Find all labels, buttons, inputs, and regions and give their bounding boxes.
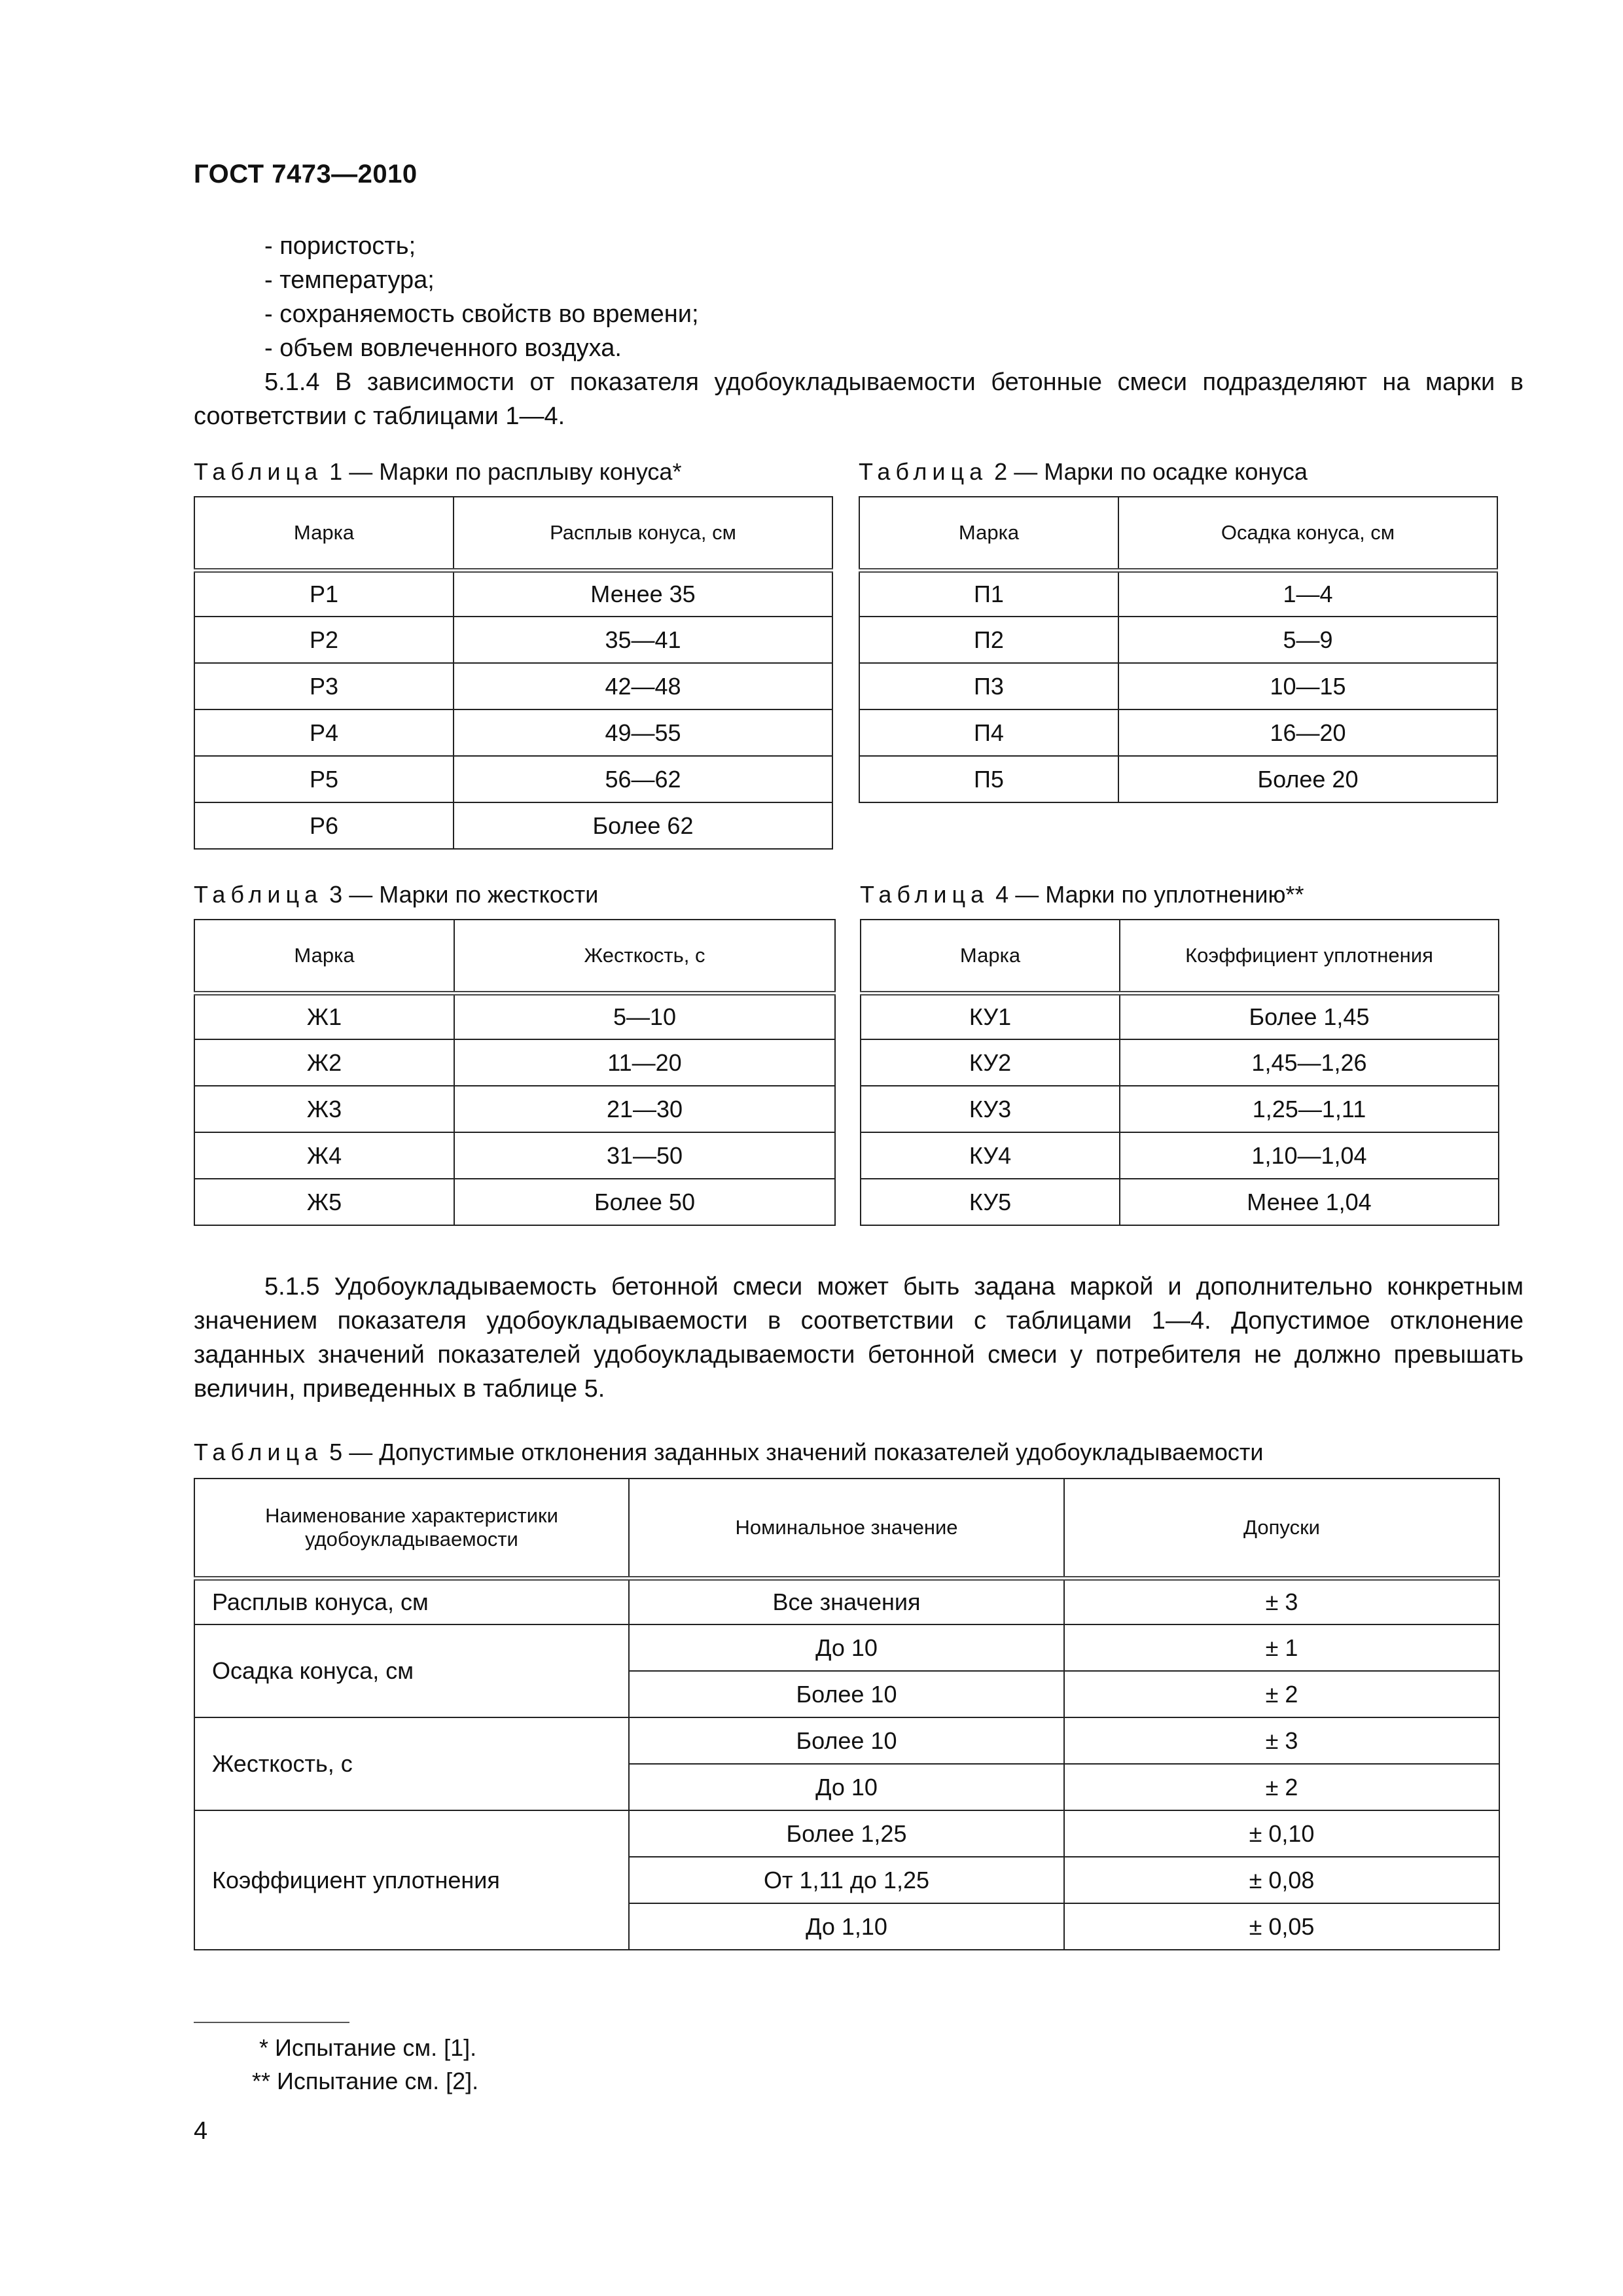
table-cell: 16—20 xyxy=(1118,709,1497,756)
table-cell: П3 xyxy=(859,663,1118,709)
table-cell: Р3 xyxy=(194,663,454,709)
table-row xyxy=(859,617,1497,663)
table-cell: П4 xyxy=(859,709,1118,756)
table4-caption xyxy=(860,881,1304,908)
nominal-value-cell: От 1,11 до 1,25 xyxy=(629,1857,1064,1903)
table1-caption xyxy=(194,458,681,486)
characteristic-cell: Расплыв конуса, см xyxy=(194,1578,629,1624)
table-cell: КУ5 xyxy=(861,1179,1120,1225)
table-row xyxy=(194,1039,835,1086)
table1-title: 1 — Марки по расплыву конуса* xyxy=(329,458,682,485)
list-item: - пористость; xyxy=(264,232,416,260)
table-cell: 31—50 xyxy=(454,1132,835,1179)
table-row xyxy=(194,1179,835,1225)
table-row xyxy=(861,1039,1499,1086)
column-header: Марка xyxy=(859,497,1118,570)
page-number: 4 xyxy=(194,2117,208,2145)
table-cell: Р6 xyxy=(194,802,454,849)
column-header: Расплыв конуса, см xyxy=(454,497,832,570)
tolerance-cell: ± 1 xyxy=(1064,1624,1499,1671)
table5 xyxy=(194,1478,1500,1950)
table-row xyxy=(194,709,832,756)
table-cell: 56—62 xyxy=(454,756,832,802)
table-cell: 1,45—1,26 xyxy=(1120,1039,1499,1086)
table-cell: Ж5 xyxy=(194,1179,454,1225)
column-header: Марка xyxy=(194,497,454,570)
table3-caption xyxy=(194,881,598,908)
footnote-divider xyxy=(194,2022,349,2023)
table-row xyxy=(194,802,832,849)
paragraph-5-1-4: 5.1.4 В зависимости от показателя удобоукладываемости бетонные смеси подразделяют на марки в соответствии с таблицами 1—4. xyxy=(194,368,1524,430)
table-cell: Ж4 xyxy=(194,1132,454,1179)
table-cell: Ж3 xyxy=(194,1086,454,1132)
table-header-row xyxy=(194,1479,1499,1578)
table-cell: 1—4 xyxy=(1118,570,1497,617)
table-row xyxy=(859,709,1497,756)
characteristic-cell: Осадка конуса, см xyxy=(194,1624,629,1717)
table-row xyxy=(194,570,832,617)
table-cell: Р4 xyxy=(194,709,454,756)
table-cell: КУ1 xyxy=(861,993,1120,1039)
table-cell: 49—55 xyxy=(454,709,832,756)
table5-label: Таблица xyxy=(194,1439,323,1465)
table-row xyxy=(194,617,832,663)
table-header-row xyxy=(194,920,835,993)
table-cell: П5 xyxy=(859,756,1118,802)
table-row xyxy=(194,1810,1499,1857)
table-cell: 1,10—1,04 xyxy=(1120,1132,1499,1179)
nominal-value-cell: Все значения xyxy=(629,1578,1064,1624)
tolerance-cell: ± 3 xyxy=(1064,1578,1499,1624)
table-cell: Менее 35 xyxy=(454,570,832,617)
table-row xyxy=(861,993,1499,1039)
table2-title: 2 — Марки по осадке конуса xyxy=(994,458,1308,485)
table-cell: П2 xyxy=(859,617,1118,663)
tolerance-cell: ± 2 xyxy=(1064,1671,1499,1717)
footnote: * Испытание см. [1]. xyxy=(259,2034,477,2061)
list-item: - сохраняемость свойств во времени; xyxy=(264,300,699,328)
table-row xyxy=(194,1086,835,1132)
footnote: ** Испытание см. [2]. xyxy=(252,2068,479,2094)
tolerance-cell: ± 2 xyxy=(1064,1764,1499,1810)
table-header-row xyxy=(861,920,1499,993)
table-row xyxy=(861,1179,1499,1225)
column-header: Наименование характеристики удобоукладываемости xyxy=(194,1479,629,1578)
characteristic-cell: Жесткость, с xyxy=(194,1717,629,1810)
table-row xyxy=(194,1132,835,1179)
table4-label: Таблица xyxy=(860,881,990,908)
table-cell: 42—48 xyxy=(454,663,832,709)
table-cell: 21—30 xyxy=(454,1086,835,1132)
table-row xyxy=(194,993,835,1039)
table-row xyxy=(859,756,1497,802)
tolerance-cell: ± 0,05 xyxy=(1064,1903,1499,1950)
table-row xyxy=(194,663,832,709)
table5-caption xyxy=(194,1439,1263,1466)
table-cell: 5—9 xyxy=(1118,617,1497,663)
table3-title: 3 — Марки по жесткости xyxy=(329,881,599,908)
table-cell: 35—41 xyxy=(454,617,832,663)
table-row xyxy=(861,1086,1499,1132)
table-cell: КУ3 xyxy=(861,1086,1120,1132)
tolerance-cell: ± 0,10 xyxy=(1064,1810,1499,1857)
table-header-row xyxy=(859,497,1497,570)
table-cell: КУ4 xyxy=(861,1132,1120,1179)
column-header: Марка xyxy=(861,920,1120,993)
table4-title: 4 — Марки по уплотнению** xyxy=(995,881,1304,908)
nominal-value-cell: До 10 xyxy=(629,1624,1064,1671)
nominal-value-cell: Более 1,25 xyxy=(629,1810,1064,1857)
table-cell: Ж2 xyxy=(194,1039,454,1086)
table-row xyxy=(194,1717,1499,1764)
tolerance-cell: ± 0,08 xyxy=(1064,1857,1499,1903)
table-cell: Более 20 xyxy=(1118,756,1497,802)
column-header: Коэффициент уплотнения xyxy=(1120,920,1499,993)
table2 xyxy=(859,496,1498,803)
table-header-row xyxy=(194,497,832,570)
column-header: Жесткость, с xyxy=(454,920,835,993)
nominal-value-cell: До 10 xyxy=(629,1764,1064,1810)
column-header: Осадка конуса, см xyxy=(1118,497,1497,570)
table4 xyxy=(860,919,1499,1226)
table5-title: 5 — Допустимые отклонения заданных значений показателей удобоукладываемости xyxy=(329,1439,1264,1465)
table-row xyxy=(861,1132,1499,1179)
table-row xyxy=(194,1578,1499,1624)
table-cell: Менее 1,04 xyxy=(1120,1179,1499,1225)
table-row xyxy=(859,570,1497,617)
table-row xyxy=(194,1624,1499,1671)
column-header: Марка xyxy=(194,920,454,993)
table-cell: 1,25—1,11 xyxy=(1120,1086,1499,1132)
table-cell: 11—20 xyxy=(454,1039,835,1086)
table-cell: 5—10 xyxy=(454,993,835,1039)
table2-caption xyxy=(859,458,1308,486)
characteristic-cell: Коэффициент уплотнения xyxy=(194,1810,629,1950)
paragraph-5-1-5: 5.1.5 Удобоукладываемость бетонной смеси может быть задана маркой и дополнительно конкретным значением показателя удобоукладываемости в соответствии с таблицами 1—4. Допустимое отклонение заданных значений показателей удобоукладываемости бетонной смеси у потребителя не должно превышать величин, приведенных в таблице 5. xyxy=(194,1273,1524,1403)
nominal-value-cell: Более 10 xyxy=(629,1671,1064,1717)
column-header: Номинальное значение xyxy=(629,1479,1064,1578)
table-row xyxy=(194,756,832,802)
table3-label: Таблица xyxy=(194,881,323,908)
table1-label: Таблица xyxy=(194,458,323,485)
table1 xyxy=(194,496,833,850)
table-cell: Р1 xyxy=(194,570,454,617)
nominal-value-cell: До 1,10 xyxy=(629,1903,1064,1950)
table-cell: П1 xyxy=(859,570,1118,617)
table-cell: 10—15 xyxy=(1118,663,1497,709)
table-cell: Более 50 xyxy=(454,1179,835,1225)
table-cell: Р5 xyxy=(194,756,454,802)
table-cell: Более 1,45 xyxy=(1120,993,1499,1039)
list-item: - температура; xyxy=(264,266,435,294)
table-cell: Ж1 xyxy=(194,993,454,1039)
table2-label: Таблица xyxy=(859,458,988,485)
table3 xyxy=(194,919,836,1226)
tolerance-cell: ± 3 xyxy=(1064,1717,1499,1764)
table-cell: Р2 xyxy=(194,617,454,663)
column-header: Допуски xyxy=(1064,1479,1499,1578)
list-item: - объем вовлеченного воздуха. xyxy=(264,334,622,362)
table-row xyxy=(859,663,1497,709)
property-list xyxy=(264,229,699,365)
table-cell: КУ2 xyxy=(861,1039,1120,1086)
nominal-value-cell: Более 10 xyxy=(629,1717,1064,1764)
table-cell: Более 62 xyxy=(454,802,832,849)
document-header: ГОСТ 7473—2010 xyxy=(194,160,418,188)
